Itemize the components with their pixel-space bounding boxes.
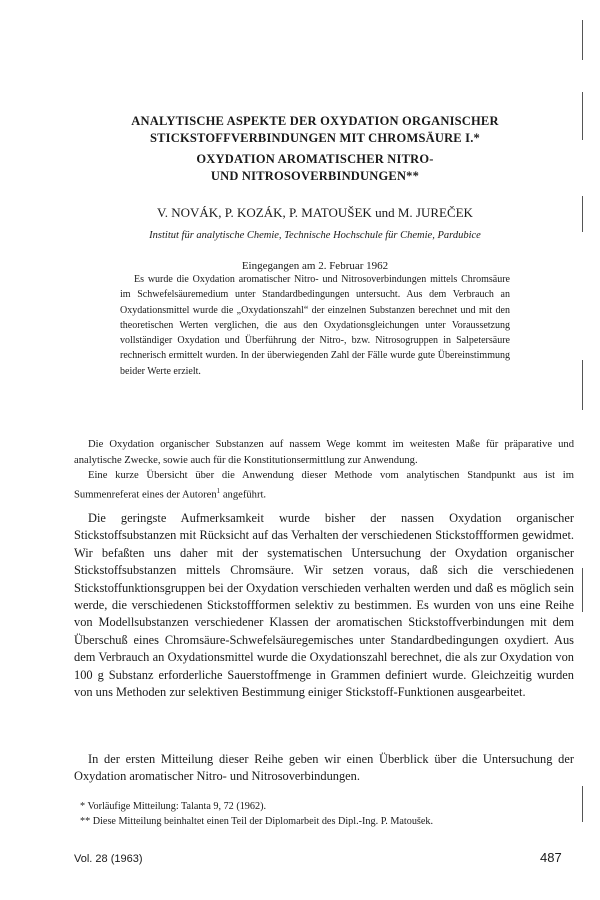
volume-info: Vol. 28 (1963): [74, 853, 143, 865]
subtitle-line-1: OXYDATION AROMATISCHER NITRO-: [196, 152, 434, 166]
intro-paragraph-1: Die Oxydation organischer Substanzen auf nassem Wege kommt im weitesten Maße für präparative und analytische Zwecke, sowie auch für die Konstitutionsermittlung zur Anwendung.: [74, 439, 574, 466]
title-line-1: ANALYTISCHE ASPEKTE DER OXYDATION ORGANISCHER: [131, 114, 499, 128]
scan-edge-line: [582, 196, 583, 232]
page-number: 487: [540, 850, 562, 865]
author-list: V. NOVÁK, P. KOZÁK, P. MATOUŠEK und M. JUREČEK: [157, 205, 473, 220]
intro-paragraph-2: [74, 468, 574, 503]
subtitle-line-2: UND NITROSOVERBINDUNGEN**: [210, 169, 420, 183]
body-paragraph-2: In der ersten Mitteilung dieser Reihe geben wir einen Überblick über die Untersuchung der Oxydation aromatischer Nitro- und Nitrosoverbindungen.: [74, 752, 574, 784]
scan-edge-line: [582, 360, 583, 410]
article-title: [80, 113, 550, 185]
scan-edge-line: [582, 568, 583, 612]
intro-paragraph-2-text: Eine kurze Übersicht über die Anwendung dieser Methode vom analytischen Standpunkt aus ist im Summenreferat eines der Autoren: [74, 470, 574, 501]
footnote-2: ** Diese Mitteilung beinhaltet einen Teil der Diplomarbeit des Dipl.-Ing. P. Matoušek.: [80, 816, 434, 827]
title-line-2: STICKSTOFFVERBINDUNGEN MIT CHROMSÄURE I.*: [149, 131, 480, 145]
intro-paragraph-2-end: angeführt.: [220, 489, 267, 501]
body-paragraph-1: Die geringste Aufmerksamkeit wurde bisher der nassen Oxydation organischer Stickstoffsubstanzen mit Rücksicht auf das Verhalten der verschiedenen Stickstoffformen gewidmet. Wir befaßten uns daher mit der systematischen Untersuchung der Oxydation organischer Stickstoffsubstanzen mittels Chromsäure. Wir setzen voraus, daß sich die verschiedenen Stickstoffunktionsgruppen bei der Oxydation verschieden verhalten werden und daß es möglich sein werde, die verschiedenen Stickstoffformen selektiv zu bestimmen. Es wurden von uns eine Reihe von Modellsubstanzen verschiedener Klassen der aromatischen Stickstoffverbindungen mit dem Überschuß eines Chromsäure-Schwefelsäuregemisches unter Standardbedingungen oxydiert. Aus dem Verbrauch an Oxydationsmittel wurde die Oxydationszahl berechnet, die als zur Oxydation von 100 g Substanz erforderliche Sauerstoffmenge in Grammen definiert wurde. Gleichzeitig wurden von uns Methoden zur selektiven Bestimmung einiger Stickstoff-Funktionen ausgearbeitet.: [74, 511, 574, 700]
abstract: Es wurde die Oxydation aromatischer Nitro- und Nitrosoverbindungen mittels Chromsäure im Schwefelsäuremedium unter Standardbedingungen untersucht. Aus dem Verbrauch an Oxydationsmittel wurde die „Oxydationszahl“ der einzelnen Substanzen berechnet und mit den theoretischen Werten verglichen, die aus den Oxydationsgleichungen unter Voraussetzung vollständiger Oxydation und Überführung der Nitro-, bzw. Nitrosogruppen in Salpetersäure rechnerisch ermittelt wurden. In der überwiegenden Zahl der Fälle wurde gute Übereinstimmung beider Werte erzielt.: [120, 274, 510, 377]
scan-edge-line: [582, 92, 583, 140]
footnotes: [80, 799, 570, 829]
received-date: Eingegangen am 2. Februar 1962: [241, 260, 389, 272]
footnote-1: * Vorläufige Mitteilung: Talanta 9, 72 (1962).: [80, 801, 267, 812]
affiliation: Institut für analytische Chemie, Technische Hochschule für Chemie, Pardubice: [149, 230, 481, 241]
scan-edge-line: [582, 20, 583, 60]
reference-marker[interactable]: 1: [216, 486, 221, 495]
scan-edge-line: [582, 786, 583, 822]
